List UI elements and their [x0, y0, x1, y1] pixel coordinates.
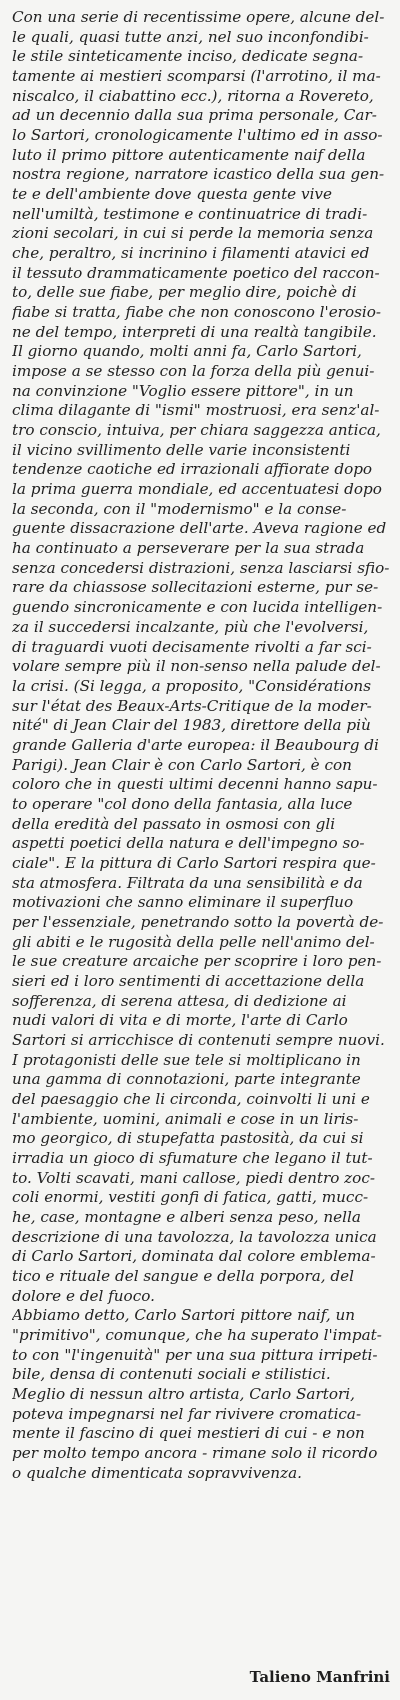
article-line: la prima guerra mondiale, ed accentuatesi dopo [12, 480, 382, 499]
article-line: Con una serie di recentissime opere, alcune del- [12, 8, 385, 26]
article-line: grande Galleria d'arte europea: il Beaubourg di [12, 735, 379, 754]
article-line: tico e rituale del sangue e della porpora, del [12, 1267, 354, 1285]
article-line: coli enormi, vestiti gonfi di fatica, gatti, mucc- [12, 1188, 369, 1207]
article-line: ne del tempo, interpreti di una realtà tangibile. [12, 322, 377, 341]
article-line: guendo sincronicamente e con lucida intelligen- [12, 598, 383, 617]
article-line: tamente ai mestieri scomparsi (l'arrotino, il ma- [12, 67, 381, 86]
article-line: Sartori si arricchisce di contenuti sempre nuovi. [12, 1030, 385, 1049]
article-line: coloro che in questi ultimi decenni hanno sapu- [12, 775, 378, 794]
article-line: nell'umiltà, testimone e continuatrice di tradi- [12, 204, 368, 223]
article-line: Il giorno quando, molti anni fa, Carlo Sartori, [12, 342, 362, 361]
article-body [12, 8, 392, 1483]
article-line: sofferenza, di serena attesa, di dedizione ai [12, 991, 347, 1010]
article-line: nité" di Jean Clair del 1983, direttore della più [12, 716, 371, 735]
article-line: sieri ed i loro sentimenti di accettazione della [12, 971, 365, 990]
article-line: ha continuato a perseverare per la sua strada [12, 539, 365, 558]
article-line: poteva impegnarsi nel far rivivere cromatica- [12, 1404, 362, 1423]
article-line: za il succedersi incalzante, più che l'evolversi, [12, 617, 369, 636]
article-line: del paesaggio che li circonda, coinvolti li uni e [12, 1089, 370, 1108]
article-line: lo Sartori, cronologicamente l'ultimo ed in asso- [12, 126, 383, 145]
article-line: gli abiti e le rugosità della pelle nell'animo del- [12, 932, 375, 951]
article-line: motivazioni che sanno eliminare il superfluo [12, 893, 354, 912]
article-line: niscalco, il ciabattino ecc.), ritorna a Rovereto, [12, 86, 374, 105]
article-line: nostra regione, narratore icastico della sua gen- [12, 165, 385, 184]
article-line: o qualche dimenticata sopravvivenza. [12, 1463, 302, 1482]
article-line: "primitivo", comunque, che ha superato l'impat- [12, 1326, 382, 1345]
article-line: to con "l'ingenuità" per una sua pittura irripeti- [12, 1345, 378, 1364]
article-line: clima dilagante di "ismi" mostruosi, era senz'al- [12, 401, 380, 420]
article-line: le stile sinteticamente inciso, dedicate segna- [12, 47, 364, 66]
article-line: di traguardi vuoti decisamente rivolti a far sci- [12, 637, 372, 656]
article-line: na convinzione "Voglio essere pittore", in un [12, 381, 354, 400]
article-line: mo georgico, di stupefatta pastosità, da cui si [12, 1129, 364, 1148]
article-line: to. Volti scavati, mani callose, piedi dentro zoc- [12, 1168, 375, 1187]
article-line: che, peraltro, si incrinino i filamenti atavici ed [12, 244, 370, 263]
article-line: di Carlo Sartori, dominata dal colore emblema- [12, 1247, 376, 1266]
article-line: aspetti poetici della natura e dell'impegno so- [12, 834, 365, 853]
article-line: una gamma di connotazioni, parte integrante [12, 1070, 361, 1089]
article-line: senza concedersi distrazioni, senza lasciarsi sfio- [12, 558, 390, 577]
article-line: Meglio di nessun altro artista, Carlo Sartori, [12, 1385, 355, 1404]
article-line: to operare "col dono della fantasia, alla luce [12, 794, 353, 813]
article-line: he, case, montagne e alberi senza peso, nella [12, 1207, 361, 1226]
article-line: Parigi). Jean Clair è con Carlo Sartori, è con [12, 755, 352, 774]
article-line: della eredità del passato in osmosi con gli [12, 814, 336, 833]
article-line: zioni secolari, in cui si perde la memoria senza [12, 224, 374, 243]
article-line: rare da chiassose sollecitazioni esterne, pur se- [12, 578, 379, 597]
article-line: fiabe si tratta, fiabe che non conoscono l'erosio- [12, 303, 382, 322]
article-line: guente dissacrazione dell'arte. Aveva ragione ed [12, 519, 387, 538]
article-line: mente il fascino di quei mestieri di cui - e non [12, 1424, 365, 1443]
article-line: il tessuto drammaticamente poetico del raccon- [12, 263, 380, 282]
article-line: il vicino svillimento delle varie inconsistenti [12, 440, 351, 459]
article-line: tro conscio, intuiva, per chiara saggezza antica, [12, 421, 381, 440]
article-line: sur l'état des Beaux-Arts-Critique de la moder- [12, 696, 372, 715]
article-line: sta atmosfera. Filtrata da una sensibilità e da [12, 873, 363, 892]
article-line: volare sempre più il non-senso nella palude del- [12, 657, 381, 676]
article-line: Abbiamo detto, Carlo Sartori pittore naif, un [12, 1306, 356, 1325]
article-line: bile, densa di contenuti sociali e stilistici. [12, 1365, 331, 1384]
article-line: tendenze caotiche ed irrazionali affiorate dopo [12, 460, 373, 479]
article-line: la crisi. (Si legga, a proposito, "Considérations [12, 676, 371, 695]
article-line: luto il primo pittore autenticamente naif della [12, 145, 366, 164]
article-line: irradia un gioco di sfumature che legano il tut- [12, 1148, 373, 1167]
article-line: l'ambiente, uomini, animali e cose in un liris- [12, 1109, 359, 1128]
article-line: nudi valori di vita e di morte, l'arte di Carlo [12, 1011, 348, 1030]
article-line: per molto tempo ancora - rimane solo il ricordo [12, 1444, 378, 1463]
article-line: la seconda, con il "modernismo" e la conse- [12, 499, 347, 518]
article-line: ciale". E la pittura di Carlo Sartori respira que- [12, 853, 376, 872]
article-line: le quali, quasi tutte anzi, nel suo inconfondibi- [12, 27, 369, 46]
article-line: impose a se stesso con la forza della più genui- [12, 362, 375, 381]
article-line: le sue creature arcaiche per scoprire i loro pen- [12, 952, 382, 971]
article-line: I protagonisti delle sue tele si moltiplicano in [12, 1050, 361, 1069]
article-line: ad un decennio dalla sua prima personale, Car- [12, 106, 377, 125]
article-line: per l'essenziale, penetrando sotto la povertà de- [12, 912, 384, 931]
article-line: te e dell'ambiente dove questa gente vive [12, 185, 333, 204]
author-signature: Talieno Manfrini [249, 1668, 390, 1686]
article-line: descrizione di una tavolozza, la tavolozza unica [12, 1227, 377, 1246]
article-line: to, delle sue fiabe, per meglio dire, poichè di [12, 283, 357, 302]
article-line: dolore e del fuoco. [12, 1286, 155, 1305]
